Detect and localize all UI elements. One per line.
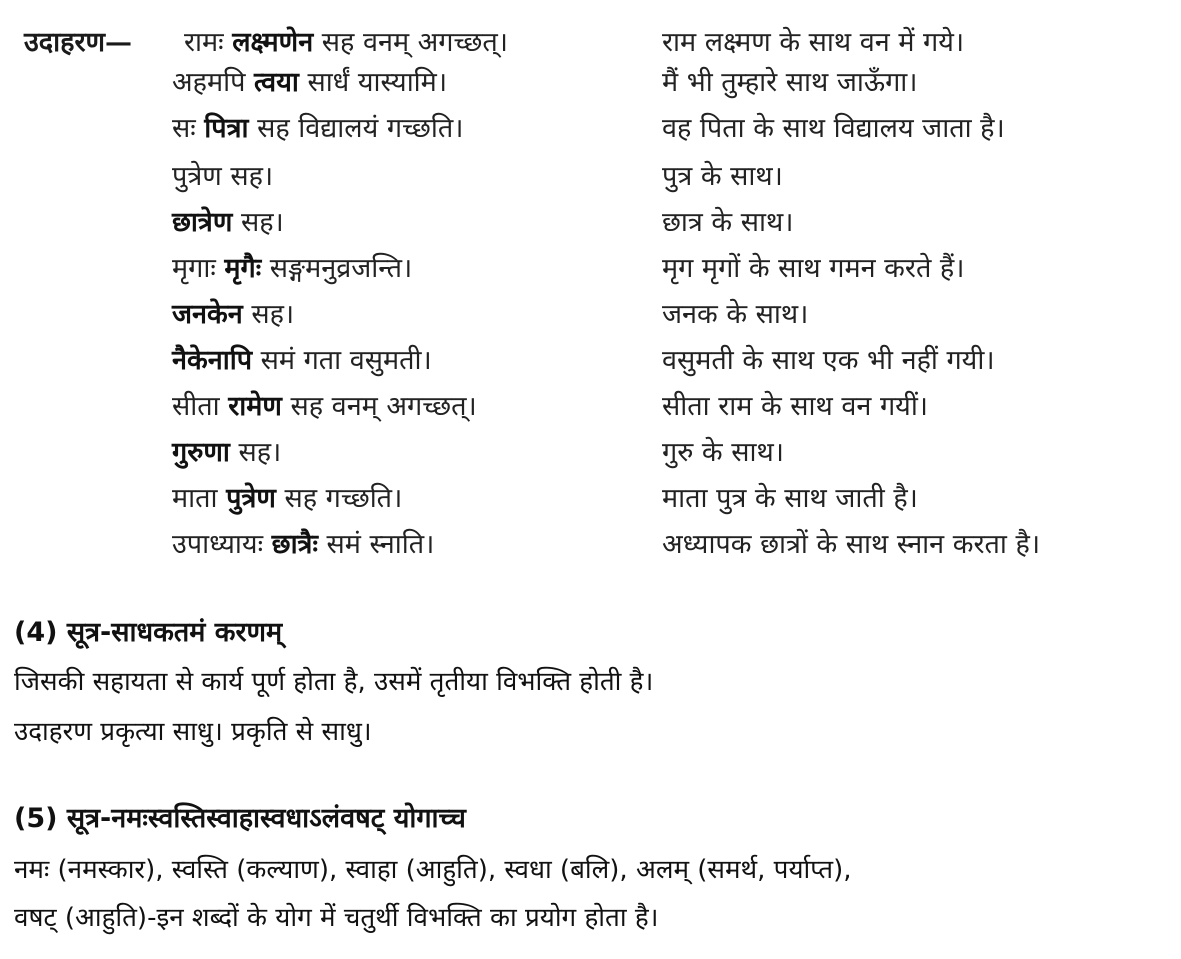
- section-5-line: नमः (नमस्कार), स्वस्ति (कल्याण), स्वाहा (आहुति), स्वधा (बलि), अलम् (समर्थ, पर्याप्त),: [14, 855, 852, 885]
- example-sanskrit: सीता रामेण सह वनम् अगच्छत्।: [172, 391, 477, 422]
- example-hindi: वसुमती के साथ एक भी नहीं गयी।: [662, 345, 995, 376]
- section-5-line: वषट् (आहुति)-इन शब्दों के योग में चतुर्थी विभक्ति का प्रयोग होता है।: [14, 903, 659, 933]
- example-row: [0, 386, 1181, 426]
- example-row: [0, 156, 1181, 196]
- example-sanskrit: नैकेनापि समं गता वसुमती।: [172, 345, 432, 376]
- example-hindi: माता पुत्र के साथ जाती है।: [662, 483, 918, 514]
- example-sanskrit: रामः लक्ष्मणेन सह वनम् अगच्छत्।: [184, 27, 508, 58]
- example-hindi: गुरु के साथ।: [662, 437, 784, 468]
- example-sanskrit: माता पुत्रेण सह गच्छति।: [172, 483, 403, 514]
- example-row: [0, 22, 1181, 62]
- example-sanskrit: जनकेन सह।: [172, 299, 295, 330]
- section-4-line: जिसकी सहायता से कार्य पूर्ण होता है, उसमें तृतीया विभक्ति होती है।: [14, 667, 654, 697]
- example-sanskrit: अहमपि त्वया सार्धं यास्यामि।: [172, 67, 448, 98]
- section-4-heading: (4) सूत्र-साधकतमं करणम्: [14, 617, 283, 648]
- example-row: [0, 524, 1181, 564]
- example-row: [0, 62, 1181, 102]
- example-row: [0, 108, 1181, 148]
- example-sanskrit: पुत्रेण सह।: [172, 161, 274, 192]
- example-row: [0, 478, 1181, 518]
- example-row: [0, 248, 1181, 288]
- example-hindi: पुत्र के साथ।: [662, 161, 783, 192]
- example-row: [0, 340, 1181, 380]
- example-hindi: अध्यापक छात्रों के साथ स्नान करता है।: [662, 529, 1041, 560]
- example-hindi: सीता राम के साथ वन गयीं।: [662, 391, 929, 422]
- example-sanskrit: छात्रेण सह।: [172, 207, 284, 238]
- example-sanskrit: सः पित्रा सह विद्यालयं गच्छति।: [172, 113, 464, 144]
- example-hindi: वह पिता के साथ विद्यालय जाता है।: [662, 113, 1005, 144]
- example-hindi: छात्र के साथ।: [662, 207, 794, 238]
- example-row: [0, 432, 1181, 472]
- section-5-heading: (5) सूत्र-नमःस्वस्तिस्वाहास्वधाऽलंवषट् योगाच्च: [14, 803, 466, 834]
- example-hindi: जनक के साथ।: [662, 299, 809, 330]
- example-sanskrit: गुरुणा सह।: [172, 437, 282, 468]
- example-hindi: राम लक्ष्मण के साथ वन में गये।: [662, 27, 965, 58]
- example-hindi: मृग मृगों के साथ गमन करते हैं।: [662, 253, 965, 284]
- example-hindi: मैं भी तुम्हारे साथ जाऊँगा।: [662, 67, 918, 98]
- example-row: [0, 202, 1181, 242]
- example-sanskrit: उपाध्यायः छात्रैः समं स्नाति।: [172, 529, 435, 560]
- example-lead-label: उदाहरण—: [24, 27, 133, 58]
- section-4-line: उदाहरण प्रकृत्या साधु। प्रकृति से साधु।: [14, 717, 372, 747]
- example-row: [0, 294, 1181, 334]
- example-sanskrit: मृगाः मृगैः सङ्गमनुव्रजन्ति।: [172, 253, 413, 284]
